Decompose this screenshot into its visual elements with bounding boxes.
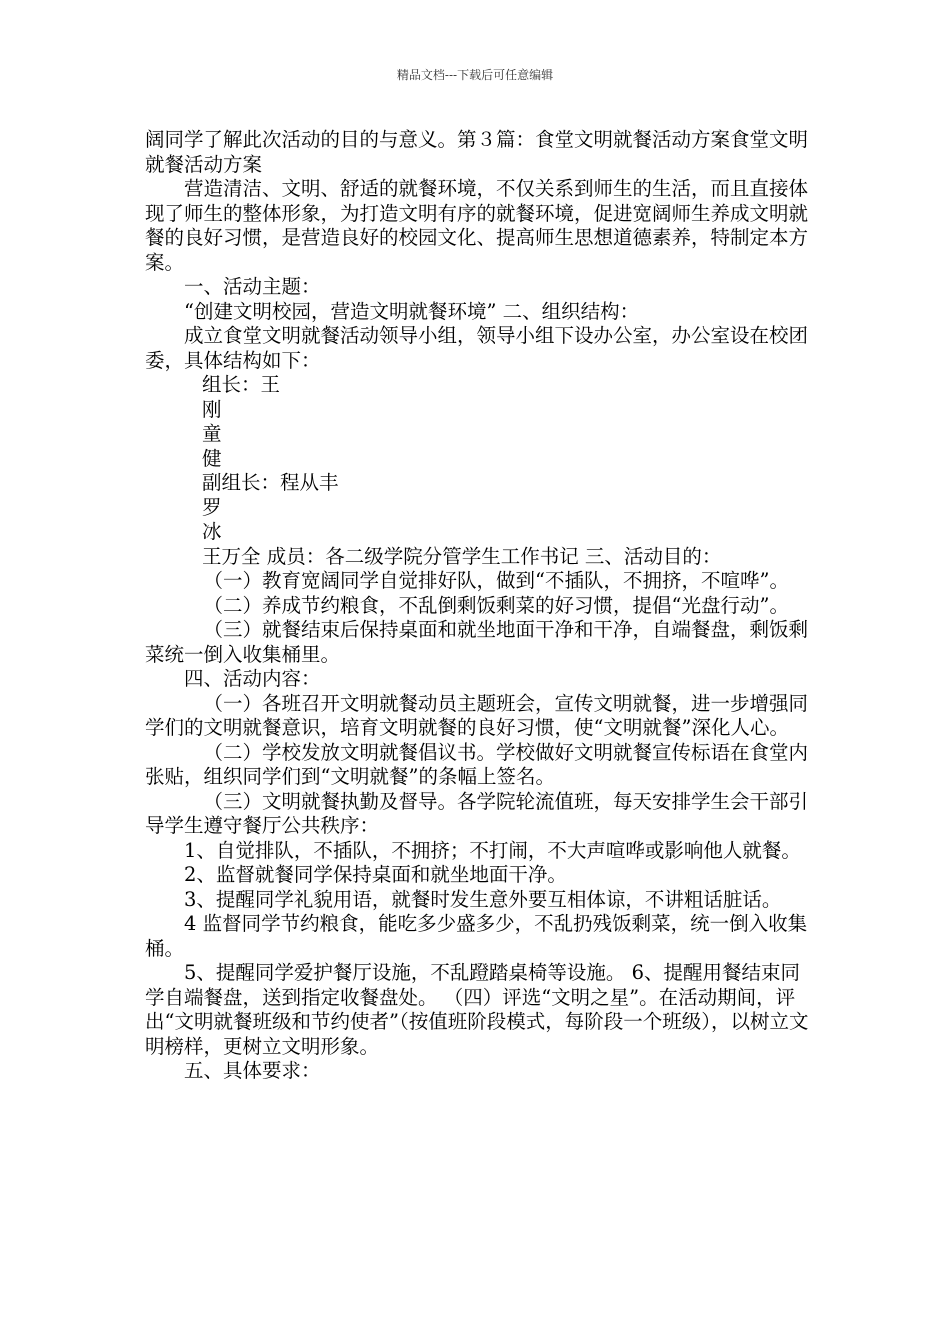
paragraph: 2、监督就餐同学保持桌面和就坐地面干净。 — [184, 863, 567, 886]
paragraph: 组长：王 — [202, 373, 281, 396]
paragraph: 4 监督同学节约粮食，能吃多少盛多少，不乱扔残饭剩菜，统一倒入收集桶。 — [145, 912, 808, 960]
paragraph: 一、活动主题： — [184, 275, 321, 298]
paragraph: 5、提醒同学爱护餐厅设施，不乱蹬踏桌椅等设施。 6、提醒用餐结束同学自端餐盘，送到指定收餐盘处。 （四）评选“文明之星”。在活动期间，评出“文明就餐班级和节约使者”（按值班阶段模式，每阶段一个班级），以树立文明榜样，更树立文明形象。 — [145, 961, 809, 1058]
paragraph: 王万全 成员：各二级学院分管学生工作书记 三、活动目的： — [202, 544, 722, 568]
paragraph: “创建文明校园，营造文明就餐环境” 二、组织结构： — [184, 299, 640, 323]
paragraph: （二）学校发放文明就餐倡议书。学校做好文明就餐宣传标语在食堂内张贴，组织同学们到“文明就餐”的条幅上签名。 — [145, 740, 809, 788]
paragraph: 罗 — [202, 495, 222, 519]
paragraph: （二）养成节约粮食，不乱倒剩饭剩菜的好习惯，提倡“光盘行动”。 — [203, 593, 789, 617]
paragraph: 成立食堂文明就餐活动领导小组，领导小组下设办公室，办公室设在校团委，具体结构如下： — [145, 324, 809, 372]
paragraph: 童 — [202, 422, 222, 445]
paragraph: 营造清洁、文明、舒适的就餐环境，不仅关系到师生的生活，而且直接体现了师生的整体形象，为打造文明有序的就餐环境，促进宽阔师生养成文明就餐的良好习惯，是营造良好的校园文化、提高师生思想道德素养，特制定本方案。 — [145, 177, 809, 274]
paragraph: （三）就餐结束后保持桌面和就坐地面干净和干净，自端餐盘，剩饭剩菜统一倒入收集桶里。 — [145, 618, 809, 666]
paragraph: 3、提醒同学礼貌用语，就餐时发生意外要互相体谅，不讲粗话脏话。 — [184, 887, 782, 911]
paragraph: 刚 — [202, 397, 222, 421]
document-body — [145, 128, 810, 1084]
paragraph: （三）文明就餐执勤及督导。各学院轮流值班，每天安排学生会干部引导学生遵守餐厅公共秩序： — [145, 789, 809, 837]
paragraph: 阔同学了解此次活动的目的与意义。第３篇：食堂文明就餐活动方案食堂文明就餐活动方案 — [145, 128, 809, 176]
page-header: 精品文档---下载后可任意编辑 — [396, 68, 554, 82]
paragraph: 四、活动内容： — [184, 667, 321, 690]
paragraph: 冰 — [202, 520, 222, 543]
paragraph: 副组长：程从丰 — [202, 471, 339, 494]
paragraph: （一）教育宽阔同学自觉排好队，做到“不插队，不拥挤，不喧哗”。 — [203, 569, 789, 592]
paragraph: 健 — [202, 446, 222, 470]
paragraph: 1、自觉排队，不插队，不拥挤；不打闹，不大声喧哗或影响他人就餐。 — [184, 838, 801, 862]
paragraph: 五、具体要求： — [184, 1059, 321, 1082]
paragraph: （一）各班召开文明就餐动员主题班会，宣传文明就餐，进一步增强同学们的文明就餐意识，培育文明就餐的良好习惯，使“文明就餐”深化人心。 — [145, 691, 809, 739]
